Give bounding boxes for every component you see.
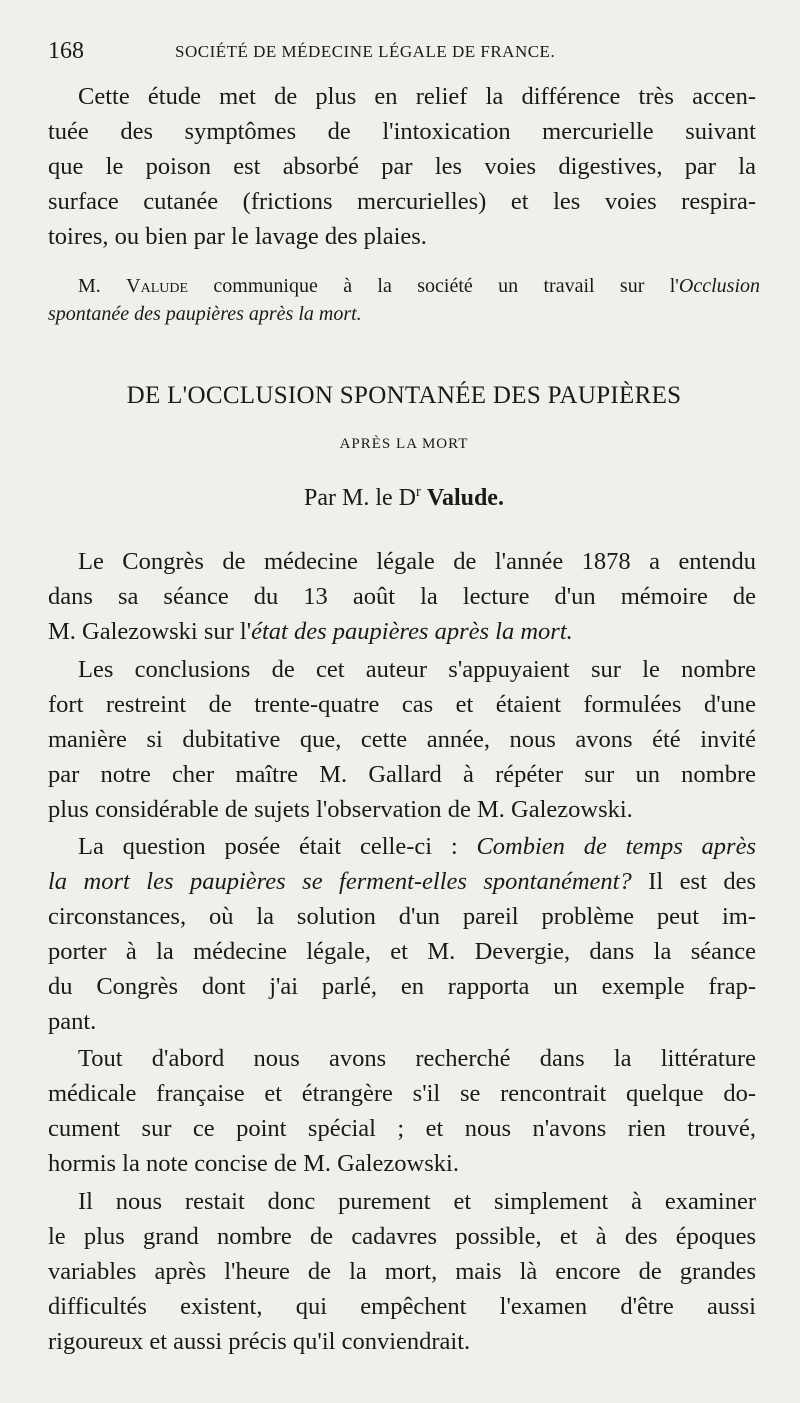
body-line: dans sa séance du 13 août la lecture d'un mémoire de	[48, 583, 756, 610]
body-line: La question posée était celle-ci : Combien de temps après	[78, 833, 756, 860]
body-line: hormis la note concise de M. Galezowski.	[48, 1150, 459, 1177]
note-line: spontanée des paupières après la mort.	[48, 303, 362, 325]
intro-line: toires, ou bien par le lavage des plaies.	[48, 223, 427, 250]
body-line: plus considérable de sujets l'observation de M. Galezowski.	[48, 796, 633, 823]
note-line: M. Valude communique à la société un travail sur l'Occlusion	[78, 275, 760, 297]
body-line: Les conclusions de cet auteur s'appuyaient sur le nombre	[78, 656, 756, 683]
page-number: 168	[48, 38, 84, 64]
article-byline: Par M. le $D^r$ Valude.	[304, 484, 504, 511]
body-line: M. Galezowski sur l'état des paupières après la mort.	[48, 618, 573, 645]
body-line: Il nous restait donc purement et simplement à examiner	[78, 1188, 756, 1215]
body-line: manière si dubitative que, cette année, nous avons été invité	[48, 726, 756, 753]
body-line: pant.	[48, 1008, 97, 1035]
body-line: porter à la médecine légale, et M. Devergie, dans la séance	[48, 938, 756, 965]
body-line: Tout d'abord nous avons recherché dans la littérature	[78, 1045, 756, 1072]
body-line: rigoureux et aussi précis qu'il conviendrait.	[48, 1328, 471, 1355]
body-line: du Congrès dont j'ai parlé, en rapporta un exemple frap-	[48, 973, 756, 1000]
body-line: fort restreint de trente-quatre cas et étaient formulées d'une	[48, 691, 756, 718]
author-name: Valude	[126, 275, 189, 297]
page-header	[48, 38, 748, 68]
body-line: difficultés existent, qui empêchent l'examen d'être aussi	[48, 1293, 756, 1320]
article-title: DE L'OCCLUSION SPONTANÉE DES PAUPIÈRES	[126, 382, 682, 409]
body-line: variables après l'heure de la mort, mais là encore de grandes	[48, 1258, 756, 1285]
body-line: le plus grand nombre de cadavres possible, et à des époques	[48, 1223, 756, 1250]
intro-line: que le poison est absorbé par les voies digestives, par la	[48, 153, 756, 180]
body-line: médicale française et étrangère s'il se rencontrait quelque do-	[48, 1080, 756, 1107]
byline-author: Valude.	[426, 485, 504, 511]
body-line: cument sur ce point spécial ; et nous n'avons rien trouvé,	[48, 1115, 756, 1142]
body-line: par notre cher maître M. Gallard à répéter sur un nombre	[48, 761, 756, 788]
body-line: Le Congrès de médecine légale de l'année 1878 a entendu	[78, 548, 756, 575]
running-title: SOCIÉTÉ DE MÉDECINE LÉGALE DE FRANCE.	[175, 42, 556, 61]
body-line: la mort les paupières se ferment-elles spontanément? Il est des	[48, 868, 757, 895]
intro-line: surface cutanée (frictions mercurielles) et les voies respira-	[48, 188, 756, 215]
article-subtitle: APRÈS LA MORT	[339, 436, 469, 452]
body-line: circonstances, où la solution d'un pareil problème peut im-	[48, 903, 756, 930]
intro-line: tuée des symptômes de l'intoxication mercurielle suivant	[48, 118, 756, 145]
intro-line: Cette étude met de plus en relief la différence très accen-	[78, 83, 756, 110]
